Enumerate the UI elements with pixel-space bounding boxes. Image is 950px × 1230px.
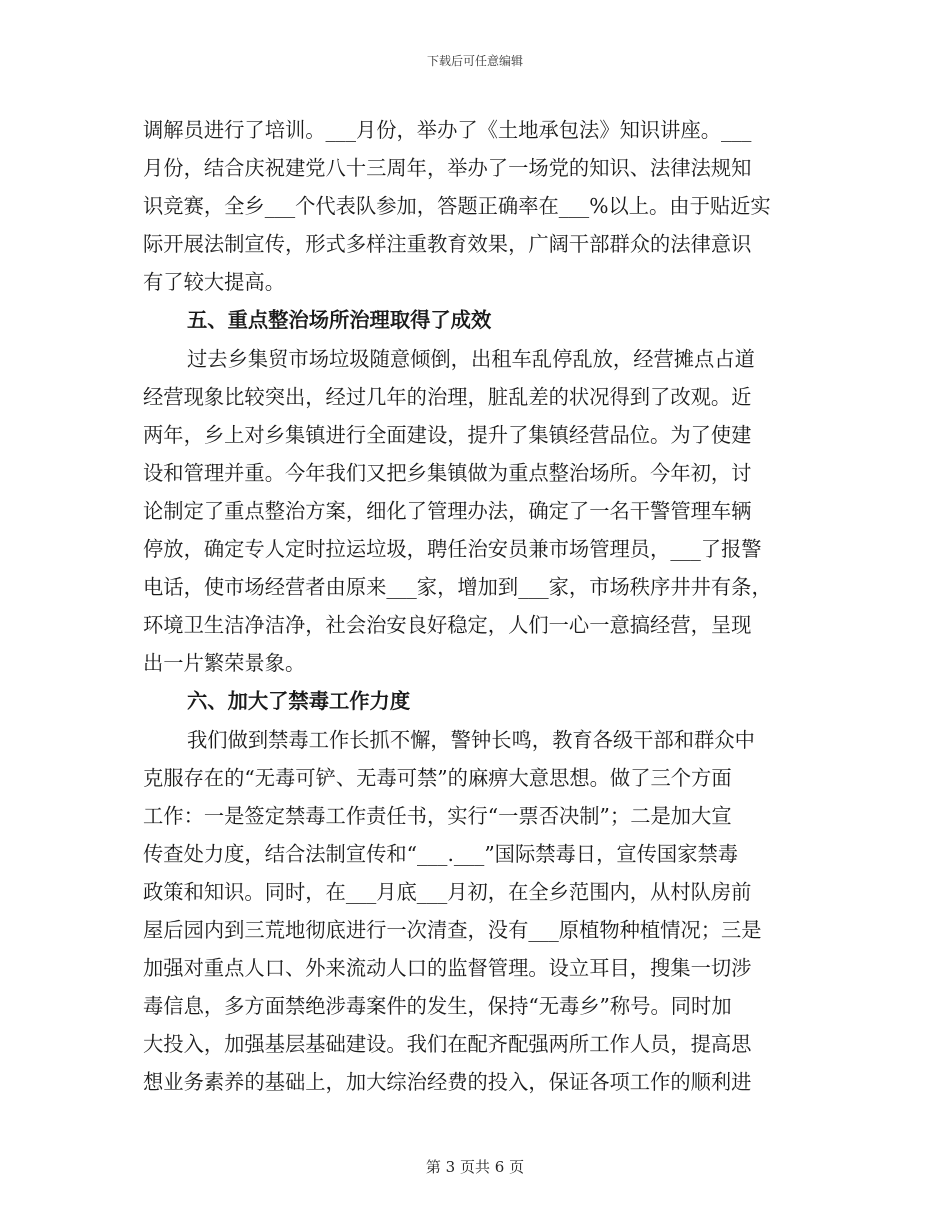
paragraph-line: 环境卫生洁净洁净，社会治安良好稳定，人们一心一意搞经营，呈现 <box>143 613 752 638</box>
paragraph-line: 加强对重点人口、外来流动人口的监督管理。设立耳目，搜集一切涉 <box>143 956 752 981</box>
paragraph-line: 两年，乡上对乡集镇进行全面建设，提升了集镇经营品位。为了使建 <box>143 422 752 447</box>
document-body <box>143 111 807 1101</box>
paragraph-line: 屋后园内到三荒地彻底进行一次清查，没有___原植物种植情况；三是 <box>143 917 762 942</box>
paragraph-line: 论制定了重点整治方案，细化了管理办法，确定了一名干警管理车辆 <box>143 498 752 523</box>
paragraph-line: 停放，确定专人定时拉运垃圾，聘任治安员兼市场管理员，___了报警 <box>143 537 762 562</box>
paragraph-line: 有了较大提高。 <box>143 270 285 295</box>
paragraph-line: 经营现象比较突出，经过几年的治理，脏乱差的状况得到了改观。近 <box>143 384 752 409</box>
paragraph-line: 大投入，加强基层基础建设。我们在配齐配强两所工作人员，提高思 <box>143 1032 752 1057</box>
paragraph-line: 月份，结合庆祝建党八十三周年，举办了一场党的知识、法律法规知 <box>143 156 752 181</box>
section-heading: 五、重点整治场所治理取得了成效 <box>187 308 492 333</box>
paragraph-line: 政策和知识。同时，在___月底___月初，在全乡范围内，从村队房前 <box>143 879 752 904</box>
paragraph-line: 工作：一是签定禁毒工作责任书，实行“一票否决制”；二是加大宣 <box>143 803 732 828</box>
paragraph-line: 设和管理并重。今年我们又把乡集镇做为重点整治场所。今年初，讨 <box>143 460 752 485</box>
paragraph-line: 传查处力度，结合法制宣传和“___.___”国际禁毒日，宣传国家禁毒 <box>143 841 739 866</box>
page-footer: 第 3 页共 6 页 <box>425 1158 525 1176</box>
paragraph-line: 想业务素养的基础上，加大综治经费的投入，保证各项工作的顺利进 <box>143 1070 752 1095</box>
page-header: 下载后可任意编辑 <box>426 54 523 68</box>
paragraph-line: 我们做到禁毒工作长抓不懈，警钟长鸣，教育各级干部和群众中 <box>187 727 755 752</box>
paragraph-line: 出一片繁荣景象。 <box>143 651 306 676</box>
paragraph-line: 电话，使市场经营者由原来___家，增加到___家，市场秩序井井有条， <box>143 575 772 600</box>
paragraph-line: 识竞赛，全乡___个代表队参加，答题正确率在___%以上。由于贴近实 <box>143 194 771 219</box>
paragraph-line: 调解员进行了培训。___月份，举办了《土地承包法》知识讲座。___ <box>143 118 752 142</box>
paragraph-line: 克服存在的“无毒可铲、无毒可禁”的麻痹大意思想。做了三个方面 <box>143 765 732 790</box>
paragraph-line: 际开展法制宣传，形式多样注重教育效果，广阔干部群众的法律意识 <box>143 232 752 257</box>
paragraph-line: 毒信息，多方面禁绝涉毒案件的发生，保持“无毒乡”称号。同时加 <box>143 994 732 1019</box>
section-heading: 六、加大了禁毒工作力度 <box>187 689 411 714</box>
paragraph-line: 过去乡集贸市场垃圾随意倾倒，出租车乱停乱放，经营摊点占道 <box>187 346 755 371</box>
